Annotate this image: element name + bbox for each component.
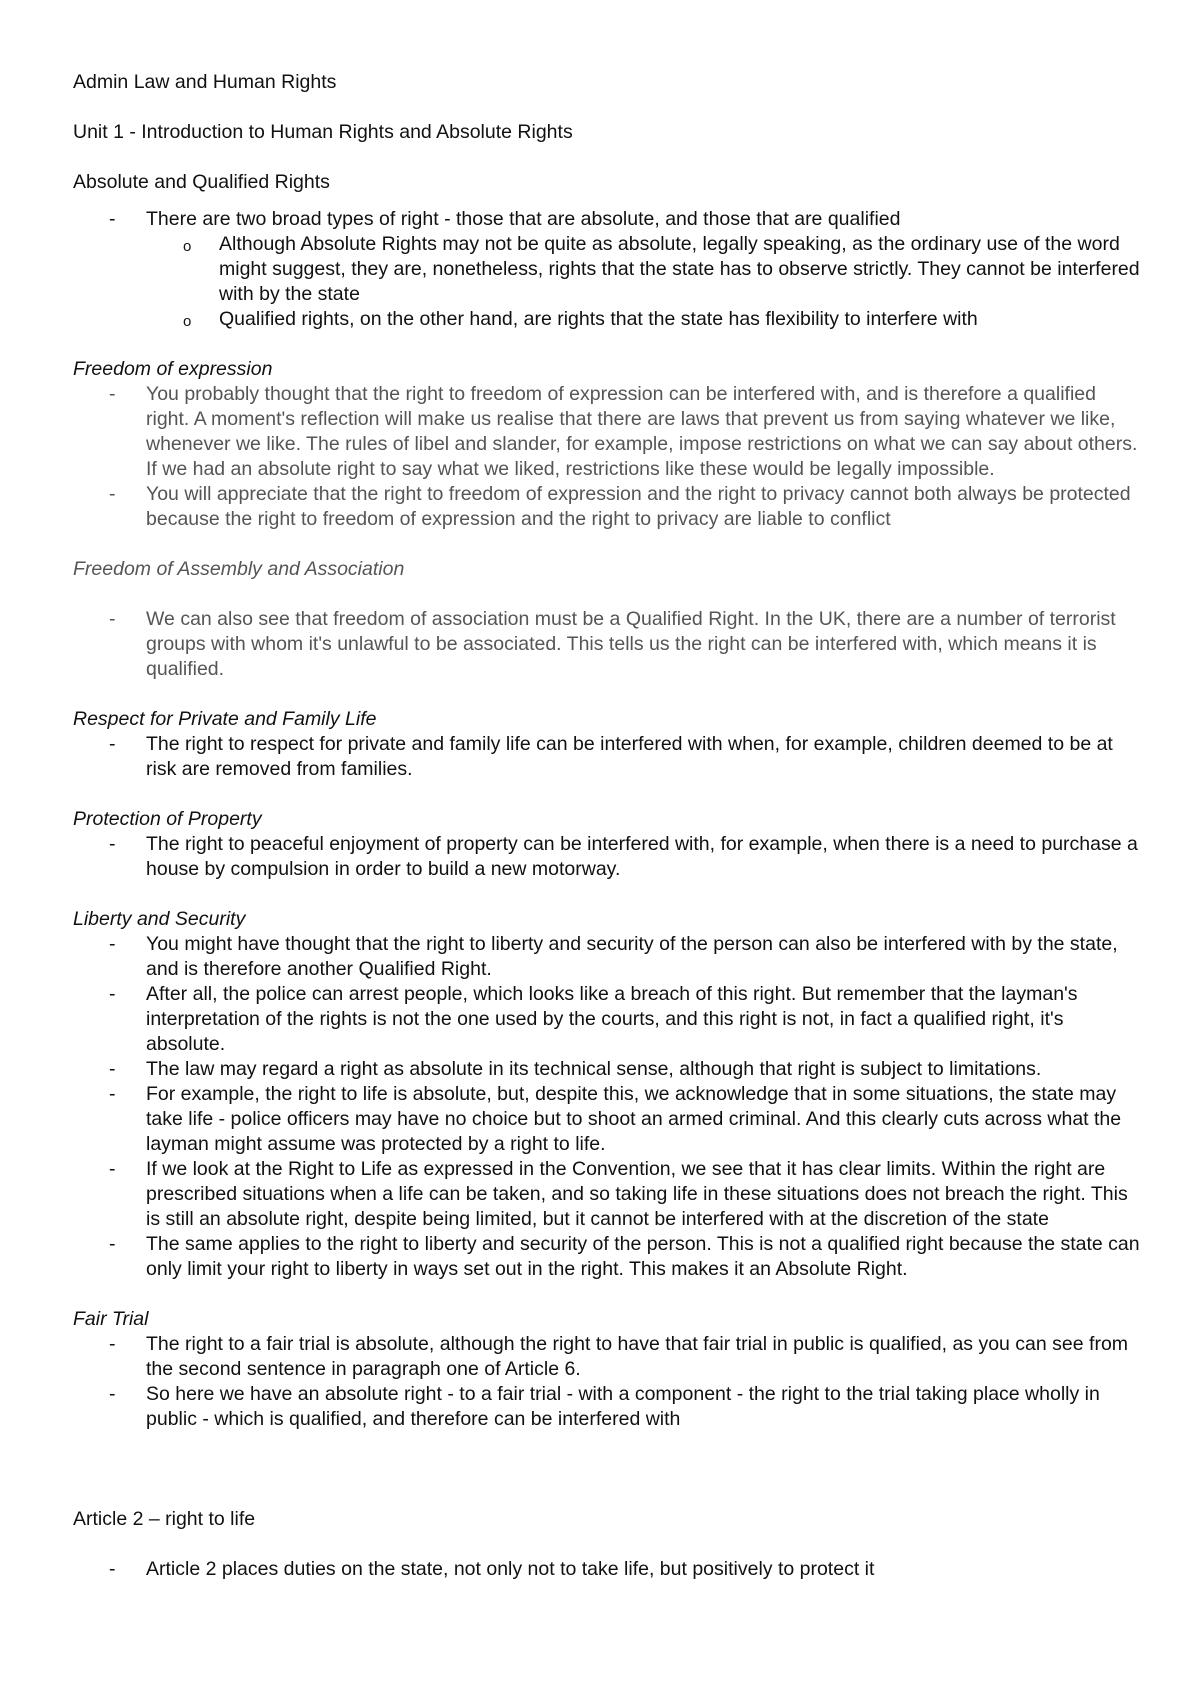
list-item: - After all, the police can arrest people, which looks like a breach of this right. But remember that the layman's interpretation of the rights is not the one used by the courts, and this right is not, in fact a qualified right, it's absolute. [73,982,1143,1057]
intro-list [73,207,1143,332]
heading-freedom-of-expression: Freedom of expression [73,358,273,380]
list-item: - The right to peaceful enjoyment of property can be interfered with, for example, when there is a need to purchase a house by compulsion in order to build a new motorway. [73,832,1143,882]
list-item: - The right to respect for private and family life can be interfered with when, for example, children deemed to be at risk are removed from families. [73,732,1143,782]
sub-list-item: o Qualified rights, on the other hand, are rights that the state has flexibility to interfere with [146,307,1143,332]
list-item: - For example, the right to life is absolute, but, despite this, we acknowledge that in some situations, the state may take life - police officers may have no choice but to shoot an armed criminal. And this clearly cuts across what the layman might assume was protected by a right to life. [73,1082,1143,1157]
unit-heading: Unit 1 - Introduction to Human Rights and Absolute Rights [73,121,573,143]
document-title: Admin Law and Human Rights [73,71,337,93]
sub-list [146,232,1143,332]
heading-private-family-life: Respect for Private and Family Life [73,708,377,730]
expression-list [73,382,1143,532]
heading-liberty-security: Liberty and Security [73,908,246,930]
section-heading-absolute-qualified: Absolute and Qualified Rights [73,171,330,193]
private-list [73,732,1143,782]
list-item [73,207,1143,332]
property-list [73,832,1143,882]
list-item: - You will appreciate that the right to freedom of expression and the right to privacy cannot both always be protected because the right to freedom of expression and the right to privacy are liable to conflict [73,482,1143,532]
assembly-list [73,607,1143,682]
list-item: - The same applies to the right to liberty and security of the person. This is not a qualified right because the state can only limit your right to liberty in ways set out in the right. This makes it an Absolute Right. [73,1232,1143,1282]
bullet-text: There are two broad types of right - those that are absolute, and those that are qualified [146,208,901,230]
sub-list-item: o Although Absolute Rights may not be quite as absolute, legally speaking, as the ordinary use of the word might suggest, they are, nonetheless, rights that the state has to observe strictly. They cannot be interfered with by the state [146,232,1143,307]
list-item: - We can also see that freedom of association must be a Qualified Right. In the UK, there are a number of terrorist groups with whom it's unlawful to be associated. This tells us the right can be interfered with, which means it is qualified. [73,607,1143,682]
heading-protection-of-property: Protection of Property [73,808,262,830]
list-item: - So here we have an absolute right - to a fair trial - with a component - the right to the trial taking place wholly in public - which is qualified, and therefore can be interfered with [73,1382,1143,1432]
list-item: - You might have thought that the right to liberty and security of the person can also be interfered with by the state, and is therefore another Qualified Right. [73,932,1143,982]
heading-assembly-association: Freedom of Assembly and Association [73,558,405,580]
article2-list [73,1557,1143,1582]
list-item: - If we look at the Right to Life as expressed in the Convention, we see that it has clear limits. Within the right are prescribed situations when a life can be taken, and so taking life in these situations does not breach the right. This is still an absolute right, despite being limited, but it cannot be interfered with at the discretion of the state [73,1157,1143,1232]
list-item: - You probably thought that the right to freedom of expression can be interfered with, and is therefore a qualified right. A moment's reflection will make us realise that there are laws that prevent us from saying whatever we like, whenever we like. The rules of libel and slander, for example, impose restrictions on what we can say about others. If we had an absolute right to say what we liked, restrictions like these would be legally impossible. [73,382,1143,482]
liberty-list [73,932,1143,1282]
document-page [73,70,1143,1582]
heading-article-2: Article 2 – right to life [73,1508,256,1530]
heading-fair-trial: Fair Trial [73,1308,149,1330]
list-item: - The right to a fair trial is absolute, although the right to have that fair trial in public is qualified, as you can see from the second sentence in paragraph one of Article 6. [73,1332,1143,1382]
fair-trial-list [73,1332,1143,1432]
list-item: - The law may regard a right as absolute in its technical sense, although that right is subject to limitations. [73,1057,1143,1082]
list-item: - Article 2 places duties on the state, not only not to take life, but positively to protect it [73,1557,1143,1582]
